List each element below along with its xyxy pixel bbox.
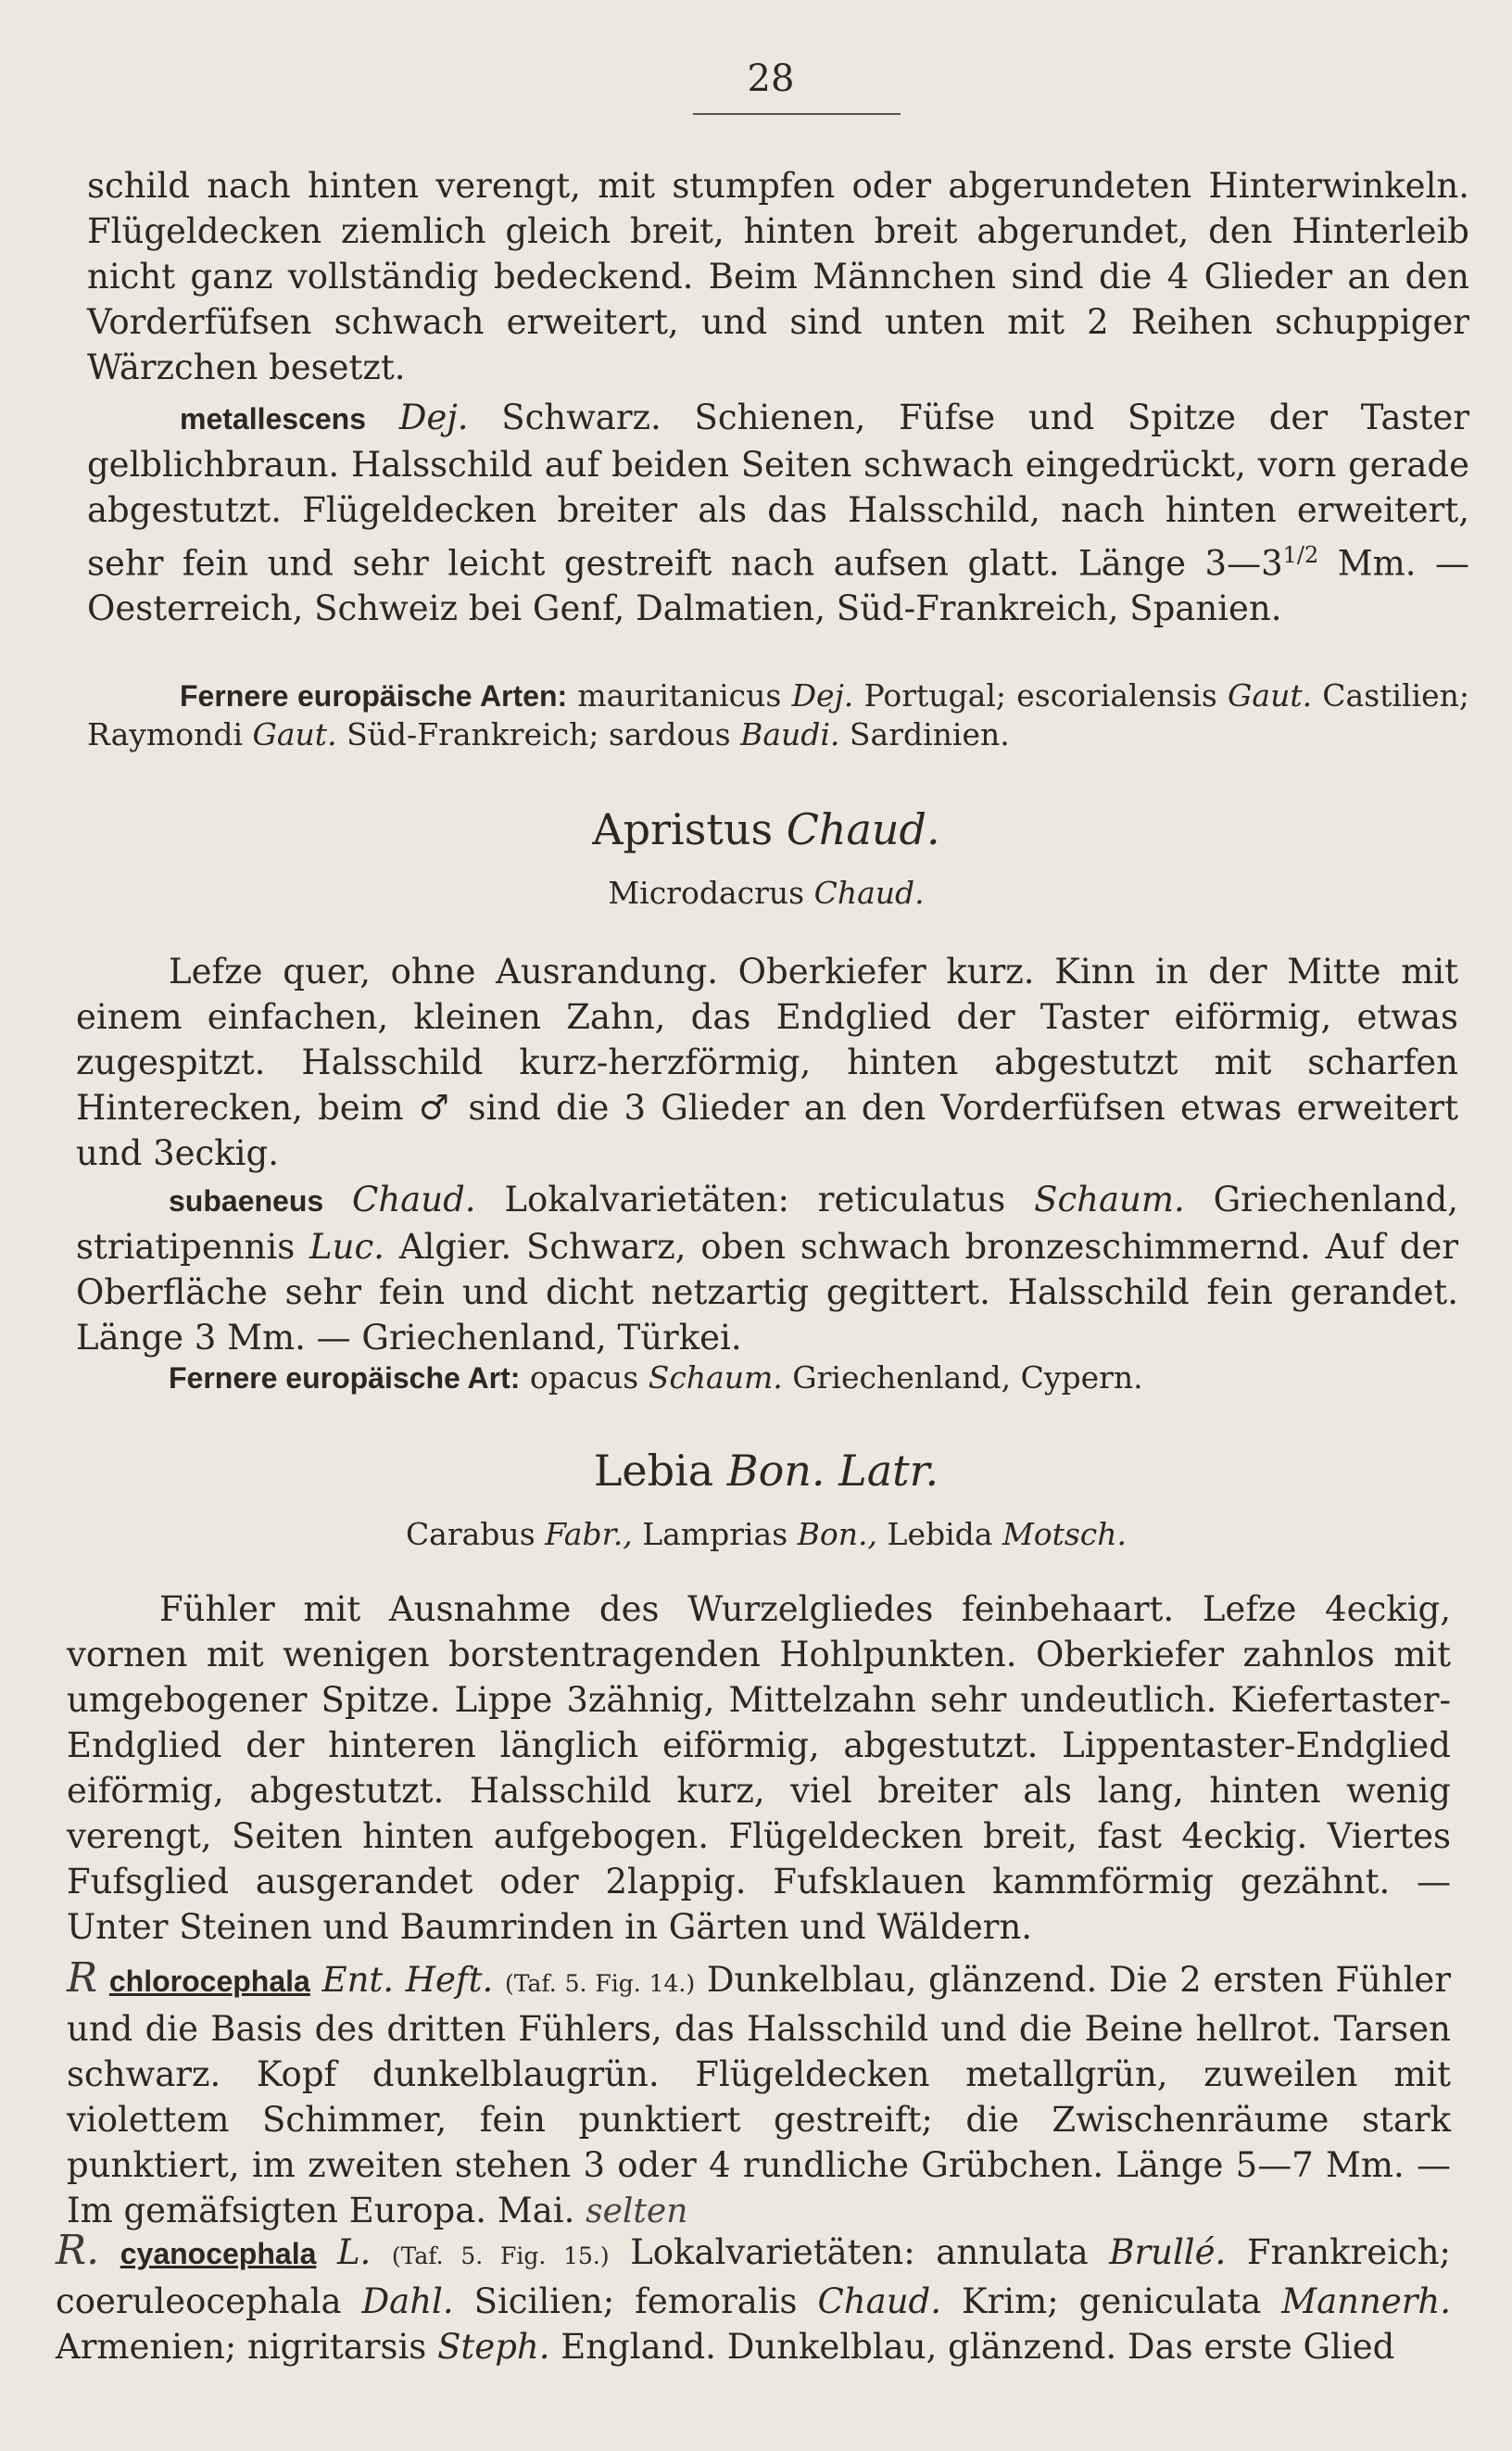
species-text: Sardinien. [849,716,1010,752]
species-text: Armenien; nigritarsis [56,2327,427,2367]
species-author: Mannerh. [1281,2281,1451,2321]
synonym-author: Chaud. [813,875,925,911]
species-text: Lokalvarietäten: reticulatus [504,1180,1006,1219]
species-name: cyanocephala [120,2237,317,2270]
species-text: Süd-Frankreich; sardous [346,716,731,752]
fernere-art-2 [76,1358,1458,1397]
handwritten-note: selten [586,2192,688,2230]
species-text: Frankreich; coeruleocephala [56,2232,1451,2321]
page-number: 28 [747,57,795,100]
synonym-name: Carabus [405,1516,536,1552]
species-text: Griechenland, Cypern. [792,1359,1143,1396]
genus-name: Lebia [593,1446,714,1496]
cyanocephala-paragraph [56,2228,1451,2369]
chlorocephala-paragraph [67,1955,1451,2234]
metallescens-paragraph [87,395,1469,631]
species-author: Baudi. [740,716,840,752]
synonym-name: Microdacrus [608,875,805,911]
species-author: Dahl. [361,2281,454,2321]
species-description: Schwarz. Schienen, Füfse und Spitze der Taster gelblichbraun. Halsschild auf beiden Seiten schwach eingedrückt, vorn gerade abgestutzt. Flügeldecken breiter als das Halsschild, nach hinten erweitert, sehr fein und sehr leicht gestreift nach aufsen glatt. Länge 3—3 [87,398,1470,584]
genus-author: Chaud. [786,804,940,854]
header-rule [693,113,901,115]
species-description-2: Mm. — Oesterreich, Schweiz bei Genf, Dalmatien, Süd-Frankreich, Spanien. [87,543,1469,629]
plate-reference: (Taf. 5. Fig. 14.) [504,1970,696,1997]
intro-paragraph: schild nach hinten verengt, mit stumpfen oder abgerundeten Hinterwinkeln. Flügeldecken ziemlich gleich breit, hinten breit abgerundet, den Hinterleib nicht ganz vollständig bedeckend. Beim Männchen sind die 4 Glieder an den Vorderfüfsen schwach erweitert, und sind unten mit 2 Reihen schuppiger Wärzchen besetzt. [87,166,1469,387]
apristus-description: Lefze quer, ohne Ausrandung. Oberkiefer kurz. Kinn in der Mitte mit einem einfachen, kleinen Zahn, das Endglied der Taster eiförmig, etwas zugespitzt. Halsschild kurz-herzförmig, hinten abgestutzt mit scharfen Hinterecken, beim ♂ sind die 3 Glieder an den Vorderfüfsen etwas erweitert und 3eckig. [76,952,1458,1173]
species-name: chlorocephala [108,1965,310,1998]
fernere-label: Fernere europäische Art: [169,1361,521,1395]
species-name: subaeneus [169,1184,324,1218]
species-author: Chaud. [817,2281,941,2321]
species-author: L. [336,2232,372,2272]
genus-synonyms-lebia [0,1516,1512,1552]
species-text: Krim; geniculata [961,2281,1262,2321]
species-text: opacus [529,1359,639,1396]
fernere-paragraph [76,1358,1458,1397]
lebia-description-section [67,1586,1451,1950]
species-author: Brullé. [1109,2232,1227,2272]
lebia-description: Fühler mit Ausnahme des Wurzelgliedes feinbehaart. Lefze 4eckig, vornen mit wenigen borstentragenden Hohlpunkten. Oberkiefer zahnlos mit umgebogener Spitze. Lippe 3zähnig, Mittelzahn sehr undeutlich. Kiefertaster-Endglied der hinteren länglich eiförmig, abgestutzt. Lippentaster-Endglied eiförmig, abgestutzt. Halsschild kurz, viel breiter als lang, hinten wenig verengt, Seiten hinten aufgebogen. Flügeldecken breit, fast 4eckig. Viertes Fufsglied ausgerandet oder 2lappig. Fufsklauen kammförmig gezähnt. — Unter Steinen und Baumrinden in Gärten und Wäldern. [67,1589,1451,1947]
subaeneus-entry [76,1177,1458,1360]
species-author: Steph. [437,2327,550,2367]
fernere-arten-1 [87,676,1469,754]
species-text: Portugal; escorialensis [863,677,1217,714]
species-name: metallescens [180,402,367,436]
apristus-description-section [76,949,1458,1176]
intro-section [87,163,1469,390]
species-author: Gaut. [252,716,337,752]
species-text: mauritanicus [577,677,782,714]
species-text: England. Dunkelblau, glänzend. Das erste Glied [561,2327,1395,2367]
species-author: Luc. [309,1227,384,1267]
synonym-author: Motsch. [1002,1516,1128,1552]
species-description: Dunkelblau, glänzend. Die 2 ersten Fühler und die Basis des dritten Fühlers, das Halsschild und die Beine hellrot. Tarsen schwarz. Kopf dunkelblaugrün. Flügeldecken metallgrün, zuweilen mit violettem Schimmer, fein punktiert gestreift; die Zwischenräume stark punktiert, im zweiten stehen 3 oder 4 rundliche Grübchen. Länge 5—7 Mm. — Im gemäfsigten Europa. Mai. [67,1960,1452,2230]
genus-author: Bon. Latr. [726,1446,939,1496]
species-author: Schaum. [1034,1180,1185,1219]
species-author: Dej. [791,677,854,714]
species-text: Castilien; Raymondi [87,677,1469,752]
fernere-paragraph [87,676,1469,754]
species-author: Chaud. [352,1180,476,1219]
species-text: Griechenland, striatipennis [76,1180,1459,1267]
subaeneus-paragraph [76,1177,1458,1360]
species-author: Schaum. [648,1359,783,1396]
species-author: Gaut. [1228,677,1313,714]
genus-heading-apristus [0,804,1512,854]
species-text: Lokalvarietäten: annulata [630,2232,1089,2272]
synonym-author: Fabr., [545,1516,633,1552]
metallescens-entry [87,395,1469,631]
genus-synonym-apristus [0,875,1512,911]
species-author: Dej. [398,398,469,437]
handwritten-mark: R. [56,2227,100,2274]
species-text: Sicilien; femoralis [473,2281,798,2321]
length-fraction: 1/2 [1282,542,1319,568]
synonym-name: Lamprias [642,1516,788,1552]
chlorocephala-entry [67,1955,1451,2234]
genus-name: Apristus [592,804,774,854]
plate-reference: (Taf. 5. Fig. 15.) [391,2243,610,2269]
genus-heading-lebia [0,1446,1512,1496]
species-author: Ent. Heft. [321,1960,494,2000]
synonym-author: Bon., [797,1516,878,1552]
handwritten-mark: R [67,1954,98,2002]
fernere-label: Fernere europäische Arten: [180,679,568,713]
cyanocephala-entry [56,2228,1451,2369]
synonym-name: Lebida [887,1516,993,1552]
species-text: Algier. Schwarz, oben schwach bronzeschimmernd. Auf der Oberfläche sehr fein und dicht netzartig gegittert. Halsschild fein gerandet. Länge 3 Mm. — Griechenland, Türkei. [76,1227,1459,1358]
